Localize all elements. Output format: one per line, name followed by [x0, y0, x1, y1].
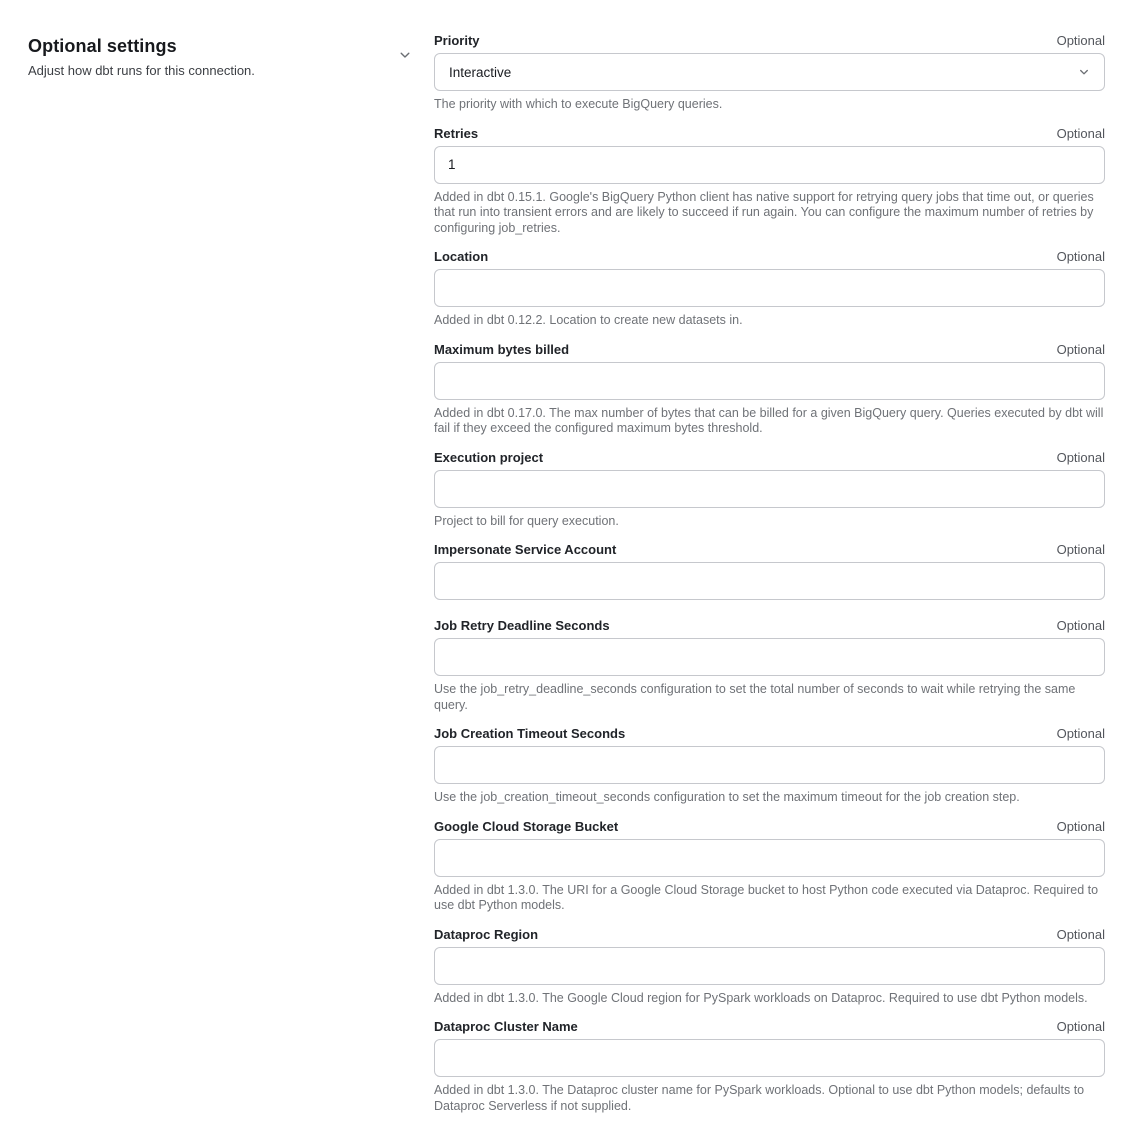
field-label-row	[434, 927, 1105, 943]
field-help-text: Added in dbt 1.3.0. The Google Cloud region for PySpark workloads on Dataproc. Required to use dbt Python models.	[434, 990, 1088, 1005]
select-value: Interactive	[449, 64, 512, 80]
field-retries	[434, 126, 1105, 237]
field-label-row	[434, 126, 1105, 142]
optional-badge: Optional	[1056, 449, 1105, 465]
field-label-row	[434, 1019, 1105, 1035]
field-label: Google Cloud Storage Bucket	[434, 818, 619, 834]
maximum-bytes-billed-input[interactable]	[434, 362, 1105, 400]
field-impersonate-service-account	[434, 542, 1105, 600]
field-label-row	[434, 618, 1105, 634]
section-collapse-button[interactable]	[396, 46, 414, 64]
section-subtitle: Adjust how dbt runs for this connection.	[28, 63, 255, 78]
section-title: Optional settings	[28, 36, 177, 56]
job-retry-deadline-seconds-input[interactable]	[434, 638, 1105, 676]
google-cloud-storage-bucket-input[interactable]	[434, 839, 1105, 877]
field-help-text: Added in dbt 0.12.2. Location to create new datasets in.	[434, 313, 743, 327]
optional-badge: Optional	[1056, 926, 1105, 942]
settings-form	[434, 33, 1105, 1127]
optional-badge: Optional	[1056, 542, 1105, 557]
optional-badge: Optional	[1056, 1019, 1105, 1034]
field-label-row	[434, 819, 1105, 835]
field-help-text: Added in dbt 1.3.0. The URI for a Google Cloud Storage bucket to host Python code executed via Dataproc. Required to use dbt Python models.	[434, 882, 1099, 912]
optional-badge: Optional	[1056, 33, 1105, 48]
field-label-row	[434, 249, 1105, 265]
dataproc-region-input[interactable]	[434, 947, 1105, 985]
impersonate-service-account-input[interactable]	[434, 562, 1105, 600]
field-help-text: The priority with which to execute BigQuery queries.	[434, 97, 723, 111]
field-help-text: Added in dbt 0.15.1. Google's BigQuery Python client has native support for retrying query jobs that time out, or queries that run into transient errors and are likely to succeed if run again. You can configure the maximum number of retries by configuring job_retries.	[434, 189, 1094, 235]
field-label: Execution project	[434, 449, 544, 465]
optional-badge: Optional	[1056, 341, 1105, 357]
field-label: Location	[434, 249, 489, 264]
optional-badge: Optional	[1056, 818, 1105, 834]
field-maximum-bytes-billed	[434, 342, 1105, 437]
field-label-row	[434, 342, 1105, 358]
field-label: Dataproc Cluster Name	[434, 1019, 578, 1034]
field-label: Job Creation Timeout Seconds	[434, 726, 626, 741]
field-execution-project	[434, 450, 1105, 530]
field-priority	[434, 33, 1105, 113]
optional-badge: Optional	[1056, 726, 1105, 741]
field-location	[434, 249, 1105, 329]
field-help-text: Added in dbt 1.3.0. The Dataproc cluster name for PySpark workloads. Optional to use dbt Python models; defaults to Dataproc Serverless if not supplied.	[434, 1083, 1085, 1113]
field-label-row	[434, 33, 1105, 49]
field-label: Dataproc Region	[434, 926, 539, 942]
field-google-cloud-storage-bucket	[434, 819, 1105, 914]
job-creation-timeout-seconds-input[interactable]	[434, 746, 1105, 784]
optional-badge: Optional	[1056, 249, 1105, 264]
field-help-text: Use the job_creation_timeout_seconds configuration to set the maximum timeout for the job creation step.	[434, 790, 1020, 804]
field-dataproc-region	[434, 927, 1105, 1007]
field-label: Maximum bytes billed	[434, 341, 570, 357]
optional-badge: Optional	[1056, 125, 1105, 141]
priority-select[interactable]	[434, 53, 1105, 91]
chevron-down-icon	[398, 48, 412, 62]
field-label-row	[434, 726, 1105, 742]
field-help-text: Added in dbt 0.17.0. The max number of bytes that can be billed for a given BigQuery query. Queries executed by dbt will fail if they exceed the configured maximum bytes threshold.	[434, 405, 1104, 435]
field-job-creation-timeout-seconds	[434, 726, 1105, 806]
location-input[interactable]	[434, 269, 1105, 307]
field-label: Job Retry Deadline Seconds	[434, 618, 610, 633]
retries-input[interactable]	[434, 146, 1105, 184]
section-header	[28, 36, 380, 78]
field-label: Retries	[434, 125, 479, 141]
field-label-row	[434, 450, 1105, 466]
field-job-retry-deadline-seconds	[434, 618, 1105, 713]
field-label-row	[434, 542, 1105, 558]
field-dataproc-cluster-name	[434, 1019, 1105, 1114]
dataproc-cluster-name-input[interactable]	[434, 1039, 1105, 1077]
field-label: Impersonate Service Account	[434, 542, 617, 557]
execution-project-input[interactable]	[434, 470, 1105, 508]
optional-badge: Optional	[1056, 618, 1105, 633]
field-help-text: Project to bill for query execution.	[434, 513, 619, 528]
chevron-down-icon	[1078, 66, 1090, 78]
field-label: Priority	[434, 33, 480, 48]
field-help-text: Use the job_retry_deadline_seconds configuration to set the total number of seconds to wait while retrying the same query.	[434, 682, 1076, 712]
